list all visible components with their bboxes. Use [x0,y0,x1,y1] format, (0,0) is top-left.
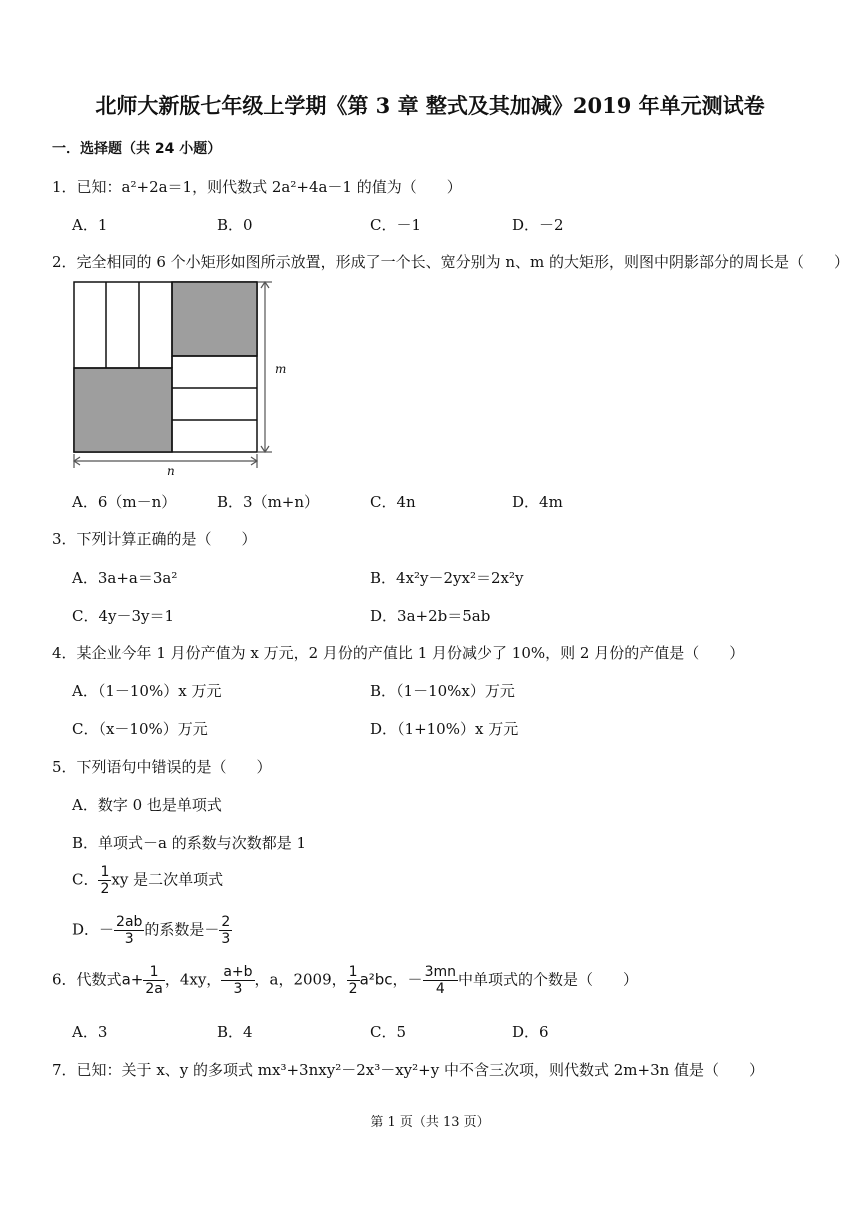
question-text: 下列语句中错误的是（ ） [76,758,272,776]
question-text: 完全相同的 6 个小矩形如图所示放置，形成了一个长、宽分别为 n、m 的大矩形，则图中阴影部分的周长是（ ） [76,253,850,271]
question-6: 6．代数式a+ $\frac{1}{2a}$ ，4xy， $\frac{a+b}{3}$ ，a，2009， $\frac{1}{2}$ a²bc，－ $\frac{3mn}{4}$ 中单项式的个数是（ ） [52,964,638,997]
q5-option-c: C． $\frac{1}{2}$ xy 是二次单项式 [72,864,224,897]
question-text: 某企业今年 1 月份产值为 x 万元，2 月份的产值比 1 月份减少了 10%，则 2 月份的产值是（ ） [76,644,745,662]
q4-option-b: B．（1－10%x）万元 [370,682,515,700]
question-number: 3． [52,530,77,548]
q4-option-d: D．（1+10%）x 万元 [370,720,519,738]
question-3 [52,528,257,549]
fraction: $\frac{2ab}{3}$ [116,914,143,947]
shaded-region-bottom [74,368,172,452]
q6-option-b: B．4 [217,1023,253,1041]
q1-option-a: A．1 [72,216,108,234]
q3-option-b: B．4x²y－2yx²＝2x²y [370,569,524,587]
q2-option-b: B．3（m+n） [217,493,320,511]
question-7 [52,1059,764,1080]
section-heading: 一．选择题（共 24 小题） [52,141,222,157]
fraction: $\frac{2}{3}$ [221,914,231,947]
q2-option-a: A．6（m－n） [72,493,177,511]
question-1 [52,176,462,197]
q2-option-c: C．4n [370,493,416,511]
q5-option-b: B．单项式－a 的系数与次数都是 1 [72,834,307,852]
shaded-region-top [172,282,257,356]
q3-option-c: C．4y－3y＝1 [72,607,175,625]
question-5 [52,756,272,777]
fraction: $\frac{1}{2a}$ [145,964,163,997]
q1-option-c: C．－1 [370,216,422,234]
q4-option-a: A．（1－10%）x 万元 [72,682,222,700]
q1-option-d: D．－2 [512,216,564,234]
page-title: 北师大新版七年级上学期《第 3 章 整式及其加减》2019 年单元测试卷 [95,93,765,118]
fraction: $\frac{3mn}{4}$ [424,964,456,997]
question-text: 已知：关于 x、y 的多项式 mx³+3nxy²－2x³－xy²+y 中不含三次项，则代数式 2m+3n 值是（ ） [76,1061,765,1079]
question-number: 2． [52,253,77,271]
question-number: 1． [52,178,77,196]
question-number: 6． [52,970,77,989]
question-number: 4． [52,644,77,662]
label-m: m [275,362,287,376]
fraction: $\frac{1}{2}$ [348,964,358,997]
page-footer: 第 1 页（共 13 页） [370,1115,490,1130]
question-text: 已知：a²+2a＝1，则代数式 2a²+4a－1 的值为（ ） [76,178,462,196]
label-n: n [167,464,175,478]
question-number: 7． [52,1061,77,1079]
q1-option-b: B．0 [217,216,253,234]
q5-option-d: D．－ $\frac{2ab}{3}$ 的系数是－ $\frac{2}{3}$ [72,914,231,947]
question-number: 5． [52,758,77,776]
question-2 [52,251,849,272]
q3-option-a: A．3a+a＝3a² [72,569,178,587]
fraction: $\frac{a+b}{3}$ [223,964,253,997]
rectangle-figure [66,278,292,478]
question-4 [52,642,744,663]
q6-option-d: D．6 [512,1023,549,1041]
question-text: 下列计算正确的是（ ） [76,530,257,548]
q3-option-d: D．3a+2b＝5ab [370,607,491,625]
q4-option-c: C．（x－10%）万元 [72,720,208,738]
q5-option-a: A．数字 0 也是单项式 [72,796,222,814]
q6-option-c: C．5 [370,1023,407,1041]
q6-option-a: A．3 [72,1023,108,1041]
fraction: $\frac{1}{2}$ [100,864,110,897]
q2-option-d: D．4m [512,493,563,511]
